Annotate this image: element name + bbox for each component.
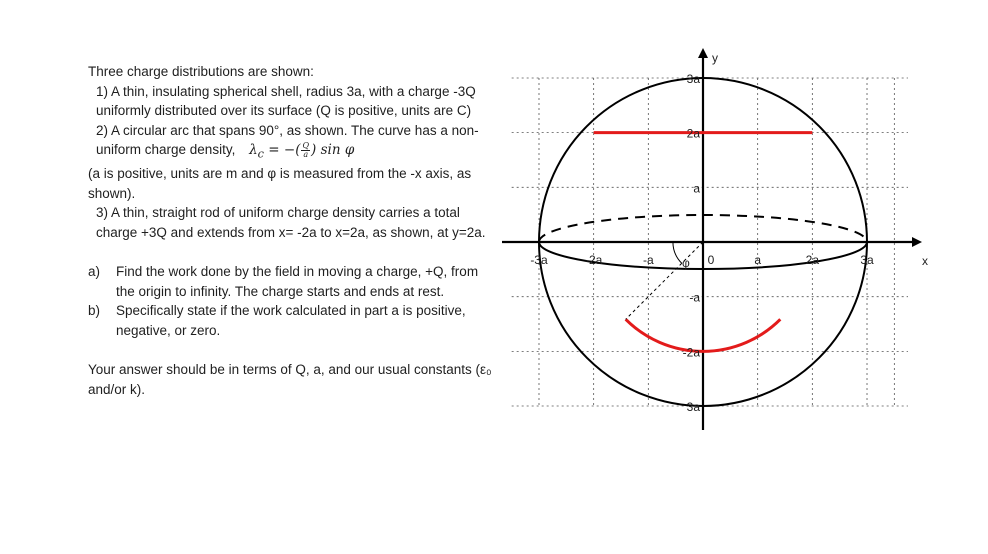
item-2-note: (a is positive, units are m and φ is measured from the -x axis, as shown). — [88, 166, 472, 201]
y-tick-label: -2a — [682, 345, 700, 360]
item-2-text: 2) A circular arc that spans 90°, as shown. The curve has a non-uniform charge density, — [96, 122, 479, 157]
part-a-label: a) — [88, 264, 101, 280]
intro-text: Three charge distributions are shown: — [88, 64, 314, 79]
phi-reference-line — [626, 242, 703, 319]
x-axis-label: x — [922, 254, 928, 268]
part-a-text: Find the work done by the field in moving a charge, +Q, from the origin to infinity. The charge starts and ends at rest. — [116, 264, 479, 299]
eq-sin-phi: sin φ — [320, 142, 355, 158]
y-tick-label: 3a — [686, 71, 700, 86]
y-tick-label: -a — [689, 290, 700, 305]
x-tick-label: -3a — [530, 253, 548, 267]
phi-label: φ — [682, 256, 690, 270]
x-tick-label: 0 — [707, 253, 715, 267]
eq-lambda: λ — [249, 142, 258, 158]
footer-text: Your answer should be in terms of Q, a, and our usual constants (ε₀ and/or k). — [88, 362, 492, 397]
phi-angle-arc — [673, 242, 682, 263]
eq-numerator: Q — [302, 141, 310, 150]
x-tick-label: -a — [642, 253, 654, 267]
x-tick-label: 3a — [860, 253, 874, 267]
y-tick-label: 3a — [686, 400, 700, 415]
y-tick-label: 2a — [686, 126, 700, 141]
charge-density-equation: $\lambda_c$ = −( $\frac{Q}{a}$ ) sin φ — [249, 141, 355, 161]
x-tick-label: -2a — [584, 253, 603, 267]
y-axis-arrow-icon — [698, 48, 708, 58]
item-1-shell: 1) A thin, insulating spherical shell, radius 3a, with a charge -3Q uniformly distributed over its surface (Q is positive, units are C) — [96, 83, 476, 118]
y-axis-label: y — [712, 51, 718, 65]
item-3-rod: 3) A thin, straight rod of uniform charge density carries a total charge +3Q and extends from x= -2a to x=2a, as shown, at y=2a. — [96, 205, 486, 240]
axes — [502, 48, 922, 430]
part-b-text: Specifically state if the work calculated in part a is positive, negative, or zero. — [116, 303, 466, 338]
eq-subscript: c — [257, 147, 264, 161]
x-tick-label: 2a — [805, 253, 820, 267]
eq-equals: = − — [268, 142, 296, 158]
x-tick-label: a — [754, 253, 762, 267]
eq-denominator: a — [303, 150, 309, 159]
part-b-label: b) — [88, 303, 101, 319]
x-axis-arrow-icon — [912, 237, 922, 247]
y-tick-label: a — [693, 181, 700, 196]
